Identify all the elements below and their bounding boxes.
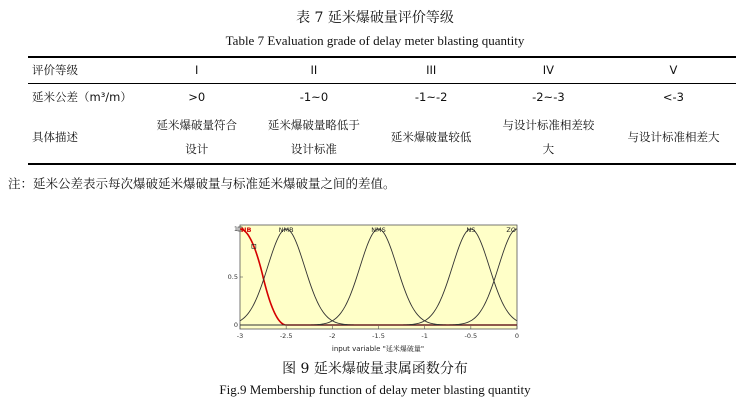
header-cell: III <box>426 63 437 77</box>
y-tick-label: 0 <box>233 321 238 329</box>
cell-line: 设计标准 <box>290 142 337 156</box>
header-cell: 评价等级 <box>32 63 78 77</box>
y-tick-label: 0.5 <box>228 273 238 281</box>
header-cell: I <box>195 63 199 77</box>
x-axis-label: input variable "延米爆破量" <box>331 345 425 353</box>
x-tick-label: -1 <box>421 332 428 340</box>
mf-label-nb: NB <box>241 226 252 234</box>
cell-line: 与设计标准相差较 <box>502 118 595 132</box>
table-cell: >0 <box>188 90 206 104</box>
cell-line: 延米爆破量较低 <box>390 130 472 144</box>
table-cell: -1~-2 <box>414 90 448 104</box>
row-label: 延米公差（m³/m） <box>32 90 132 104</box>
header-cell: V <box>669 63 678 77</box>
cell-line: 延米爆破量符合 <box>156 118 237 132</box>
cell-line: 与设计标准相差大 <box>627 130 720 144</box>
table-row <box>28 111 736 163</box>
table-cell <box>142 111 251 163</box>
x-tick-label: -3 <box>236 332 244 340</box>
table-cell <box>486 111 611 163</box>
table-cell: <-3 <box>662 90 684 104</box>
table-cell: -2~-3 <box>532 90 565 104</box>
row-label: 具体描述 <box>32 130 78 144</box>
figure-caption-cn: 图 9 延米爆破量隶属函数分布 <box>282 361 468 377</box>
x-tick-label: -2 <box>329 332 336 340</box>
mf-label-nms: NMS <box>371 226 386 234</box>
evaluation-grade-table <box>28 57 736 163</box>
mf-label-nmb: NMB <box>278 226 294 234</box>
membership-chart <box>228 218 530 355</box>
mf-label-zo: ZO <box>506 226 516 234</box>
cell-line: 延米爆破量略低于 <box>267 118 360 132</box>
cell-line: 大 <box>542 142 555 156</box>
x-tick-label: -0.5 <box>464 332 478 340</box>
header-cell: IV <box>542 63 555 77</box>
header-cell: II <box>310 63 318 77</box>
table-row <box>28 83 736 111</box>
table-bottom-rule <box>28 163 736 165</box>
y-tick-label: 1 <box>233 225 238 233</box>
x-tick-label: -1.5 <box>372 332 385 340</box>
table-cell: -1~0 <box>299 90 329 104</box>
cell-line: 设计 <box>185 142 209 156</box>
table-title-cn: 表 7 延米爆破量评价等级 <box>296 10 454 26</box>
table-header-row <box>28 57 736 83</box>
table-cell <box>611 111 736 163</box>
membership-chart-svg <box>228 218 530 355</box>
plot-area <box>240 225 517 329</box>
table-cell <box>251 111 376 163</box>
table-cell <box>376 111 485 163</box>
x-tick-label: 0 <box>514 332 520 340</box>
figure-caption-en: Fig.9 Membership function of delay meter blasting quantity <box>219 382 531 397</box>
x-tick-label: -2.5 <box>279 332 293 340</box>
table-note: 注：延米公差表示每次爆破延米爆破量与标准延米爆破量之间的差值。 <box>8 176 396 191</box>
mf-label-ns: NS <box>466 226 476 234</box>
table-title-en: Table 7 Evaluation grade of delay meter blasting quantity <box>225 33 525 48</box>
